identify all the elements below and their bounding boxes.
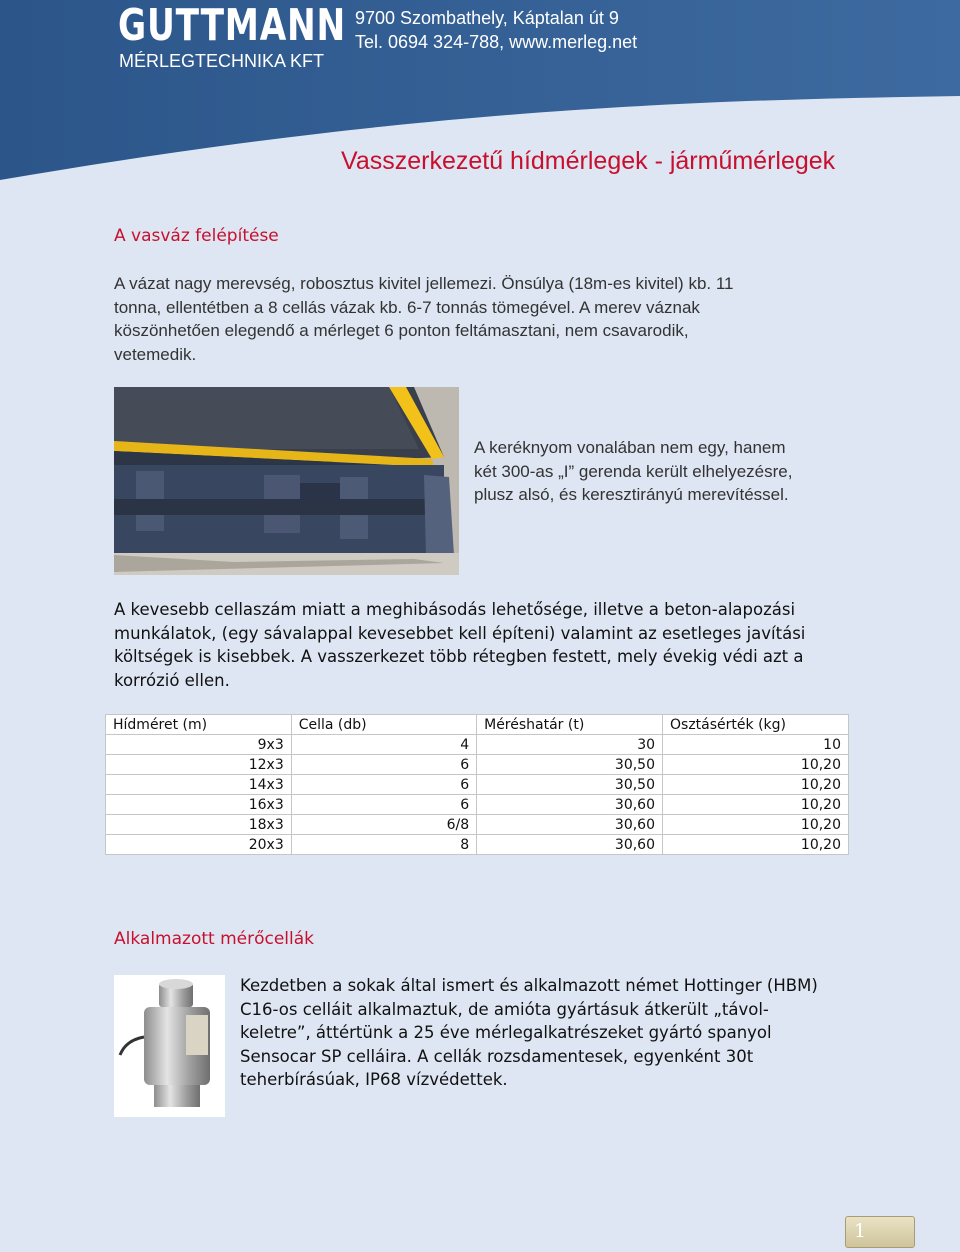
table-row	[106, 795, 849, 815]
table-cell: 30,60	[477, 815, 663, 835]
text-line: teherbírásúak, IP68 vízvédettek.	[240, 1070, 508, 1089]
text-line: A kevesebb cellaszám miatt a meghibásodás lehetősége, illetve a beton-alapozási	[114, 600, 796, 619]
text-line: keletre”, áttértünk a 25 éve mérlegalkatrészeket gyártó spanyol	[240, 1023, 772, 1042]
photo-caption	[474, 436, 854, 507]
table-cell: 8	[291, 835, 476, 855]
steel-frame-photo	[114, 387, 459, 575]
table-cell: 12x3	[106, 755, 292, 775]
section-heading-frame: A vasváz felépítése	[114, 226, 279, 246]
table-cell: 30	[477, 735, 663, 755]
table-cell: 6	[291, 795, 476, 815]
column-header: Cella (db)	[291, 715, 476, 735]
loadcell-paragraph	[240, 974, 860, 1092]
text-line: munkálatok, (egy sávalappal kevesebbet kell építeni) valamint az esetleges javítási	[114, 623, 806, 643]
text-line: korrózió ellen.	[114, 670, 230, 690]
text-line: tonna, ellentétben a 8 cellás vázak kb. 6-7 tonnás tömegével. A merev váznak	[114, 297, 700, 317]
text-line: Sensocar SP celláira. A cellák rozsdamentesek, egyenként 30t	[240, 1046, 754, 1066]
text-line: plusz alsó, és keresztirányú merevítéssel.	[474, 485, 789, 504]
body-paragraph	[114, 598, 854, 692]
table-cell: 10,20	[663, 755, 849, 775]
table-cell: 10	[663, 735, 849, 755]
table-row	[106, 815, 849, 835]
table-row	[106, 835, 849, 855]
table-cell: 6/8	[291, 815, 476, 835]
company-address: 9700 Szombathely, Káptalan út 9	[355, 8, 619, 28]
page-title: Vasszerkezetű hídmérlegek - járműmérlegek	[341, 147, 836, 175]
table-cell: 14x3	[106, 775, 292, 795]
company-logo: GUTTMANN	[118, 0, 347, 51]
company-contact: Tel. 0694 324-788, www.merleg.net	[355, 32, 638, 52]
table-cell: 10,20	[663, 835, 849, 855]
text-line: két 300-as „I” gerenda került elhelyezésre,	[474, 461, 793, 481]
section-heading-loadcells: Alkalmazott mérőcellák	[114, 929, 314, 949]
text-line: A keréknyom vonalában nem egy, hanem	[474, 438, 786, 457]
table-cell: 20x3	[106, 835, 292, 855]
column-header: Méréshatár (t)	[477, 715, 663, 735]
text-line: C16-os celláit alkalmaztuk, de amióta gyártásuk átkerült „távol-	[240, 999, 769, 1019]
page-number: 1	[854, 1220, 867, 1242]
company-subtitle: MÉRLEGTECHNIKA KFT	[119, 51, 325, 71]
table-header-row	[106, 715, 849, 735]
table-row	[106, 755, 849, 775]
table-cell: 30,60	[477, 795, 663, 815]
load-cell-photo	[114, 975, 225, 1117]
table-cell: 9x3	[106, 735, 292, 755]
intro-paragraph	[114, 272, 854, 366]
page-number-badge	[845, 1216, 915, 1248]
table-cell: 10,20	[663, 815, 849, 835]
column-header: Hídméret (m)	[106, 715, 292, 735]
table-cell: 16x3	[106, 795, 292, 815]
table-row	[106, 735, 849, 755]
text-line: Kezdetben a sokak által ismert és alkalmazott német Hottinger (HBM)	[240, 976, 818, 995]
table-cell: 10,20	[663, 775, 849, 795]
text-line: vetemedik.	[114, 344, 197, 364]
table-row	[106, 775, 849, 795]
text-line: költségek is kisebbek. A vasszerkezet több rétegben festett, mely évekig védi azt a	[114, 647, 804, 666]
column-header: Osztásérték (kg)	[663, 715, 849, 735]
table-cell: 30,50	[477, 755, 663, 775]
table-cell: 10,20	[663, 795, 849, 815]
scale-spec-table	[105, 714, 849, 855]
table-cell: 30,50	[477, 775, 663, 795]
text-line: A vázat nagy merevség, robosztus kivitel jellemezi. Önsúlya (18m-es kivitel) kb. 11	[114, 274, 734, 293]
table-cell: 30,60	[477, 835, 663, 855]
table-cell: 6	[291, 755, 476, 775]
table-cell: 18x3	[106, 815, 292, 835]
table-cell: 4	[291, 735, 476, 755]
text-line: köszönhetően elegendő a mérleget 6 ponton feltámasztani, nem csavarodik,	[114, 321, 689, 340]
table-cell: 6	[291, 775, 476, 795]
